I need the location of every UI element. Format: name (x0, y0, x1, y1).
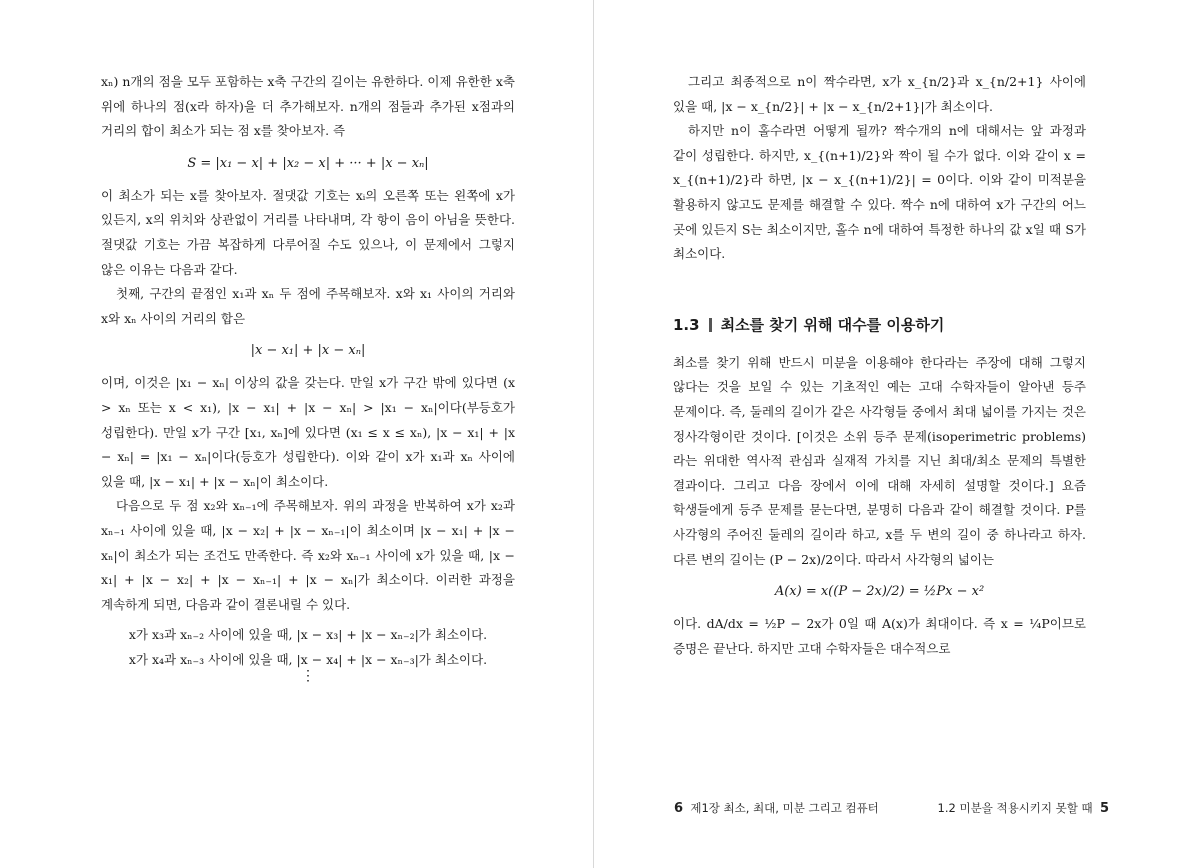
conclusion-line-2: x가 x₄과 xₙ₋₃ 사이에 있을 때, |x − x₄| + |x − xₙ₋₃|가 최소이다. (128, 651, 488, 667)
right-page (593, 0, 1186, 868)
left-page (0, 0, 593, 868)
right-equation-area: A(x) = x((P − 2x)/2) = ½Px − x² (774, 584, 985, 600)
right-paragraph-3: 최소를 찾기 위해 반드시 미분을 이용해야 한다라는 주장에 대해 그렇지 않다는 것을 보일 수 있는 기초적인 예는 고대 수학자들이 알아낸 등주 문제이다. 즉, 둘레의 길이가 같은 사각형들 중에서 최대 넓이를 가지는 것은 정사각형이란 것이다. [이것은 소위 등주 문제(isoperimetric problems)라는 위대한 역사적 관심과 실재적 가치를 지닌 최대/최소 문제의 특별한 결과이다. 그리고 다음 장에서 이에 대해 자세히 설명할 것이다.] 요즘 학생들에게 등주 문제를 묻는다면, 분명히 다음과 같이 해결할 것이다. P를 사각형의 주어진 둘레의 길이라 하고, x를 두 변의 길이 중 하나라고 하자. 다른 변의 길이는 (P − 2x)/2이다. 따라서 사각형의 넓이는 (673, 354, 1086, 567)
right-paragraph-4: 이다. dA/dx = ½P − 2x가 0일 때 A(x)가 최대이다. 즉 x = ¼P이므로 증명은 끝난다. 하지만 고대 수학자들은 대수적으로 (673, 616, 1086, 656)
right-paragraph-2: 하지만 n이 홀수라면 어떻게 될까? 짝수개의 n에 대해서는 앞 과정과 같이 성립한다. 하지만, x_{(n+1)/2}와 짝이 될 수가 없다. 이와 같이 x = x_{(n+1)/2}라 하면, |x − x_{(n+1)/2}| = 0이다. 이와 같이 미적분을 활용하지 않고도 문제를 해결할 수 있다. 짝수 n에 대하여 x가 구간의 어느 곳에 있든지 S는 최소이지만, 홀수 n에 대하여 특정한 하나의 값 x일 때 S가 최소이다. (673, 123, 1086, 262)
left-page-number: 5 (1099, 801, 1109, 816)
left-paragraph-4: 이며, 이것은 |x₁ − xₙ| 이상의 값을 갖는다. 만일 x가 구간 밖에 있다면 (x > xₙ 또는 x < x₁), |x − x₁| + |x − xₙ| > |x₁ − xₙ|이다(부등호가 성립한다). 만일 x가 구간 [x₁, xₙ]에 있다면 (x₁ ≤ x ≤ xₙ), |x − x₁| + |x − xₙ| = |x₁ − xₙ|이다(등호가 성립한다). 이와 같이 x가 x₁과 xₙ 사이에 있을 때, |x − x₁| + |x − xₙ|이 최소이다. (101, 375, 515, 489)
left-conclusion-list (101, 623, 515, 672)
section-number: 1.3 (673, 315, 700, 334)
left-paragraph-5: 다음으로 두 점 x₂와 xₙ₋₁에 주목해보자. 위의 과정을 반복하여 x가 x₂과 xₙ₋₁ 사이에 있을 때, |x − x₂| + |x − xₙ₋₁|이 최소이며 |x − x₁| + |x − xₙ|이 최소가 되는 조건도 만족한다. 즉 x₂와 xₙ₋₁ 사이에 x가 있을 때, |x − x₁| + |x − x₂| + |x − xₙ₋₁| + |x − xₙ|가 최소이다. 이러한 과정을 계속하게 되면, 다음과 같이 결론내릴 수 있다. (101, 498, 515, 612)
left-running-title: 1.2 미분을 적용시키지 못할 때 (937, 801, 1093, 815)
right-running-title: 제1장 최소, 최대, 미분 그리고 컴퓨터 (690, 801, 879, 815)
left-equation-1: S = |x₁ − x| + |x₂ − x| + ··· + |x − xₙ| (187, 155, 429, 171)
left-paragraph-3: 첫째, 구간의 끝점인 x₁과 xₙ 두 점에 주목해보자. x와 x₁ 사이의 거리와 x와 xₙ 사이의 거리의 합은 (101, 286, 515, 326)
vertical-ellipsis: ⋮ (301, 668, 315, 685)
left-footer (938, 798, 1109, 819)
right-footer (674, 798, 879, 819)
heading-bar (709, 318, 712, 332)
right-paragraph-1: 그리고 최종적으로 n이 짝수라면, x가 x_{n/2}과 x_{n/2+1} 사이에 있을 때, |x − x_{n/2}| + |x − x_{n/2+1}|가 최소이다. (673, 74, 1086, 114)
section-spacer (673, 267, 1086, 313)
conclusion-line-1: x가 x₃과 xₙ₋₂ 사이에 있을 때, |x − x₃| + |x − xₙ₋₂|가 최소이다. (128, 627, 488, 643)
right-page-number: 6 (674, 801, 684, 816)
left-paragraph-1: xₙ) n개의 점을 모두 포함하는 x축 구간의 길이는 유한하다. 이제 유한한 x축 위에 하나의 점(x라 하자)을 더 추가해보자. n개의 점들과 추가된 x점과의 거리의 합이 최소가 되는 점 x를 찾아보자. 즉 (101, 74, 515, 139)
section-heading (673, 313, 1086, 337)
left-paragraph-2: 이 최소가 되는 x를 찾아보자. 절댓값 기호는 xᵢ의 오른쪽 또는 왼쪽에 x가 있든지, x의 위치와 상관없이 거리를 나타내며, 각 항이 음이 아님을 뜻한다. 절댓값 기호는 가끔 복잡하게 다루어질 수도 있으나, 이 문제에서 그렇지 않은 이유는 다음과 같다. (101, 187, 515, 277)
left-equation-2: |x − x₁| + |x − xₙ| (250, 343, 366, 359)
section-title: 최소를 찾기 위해 대수를 이용하기 (720, 315, 945, 334)
